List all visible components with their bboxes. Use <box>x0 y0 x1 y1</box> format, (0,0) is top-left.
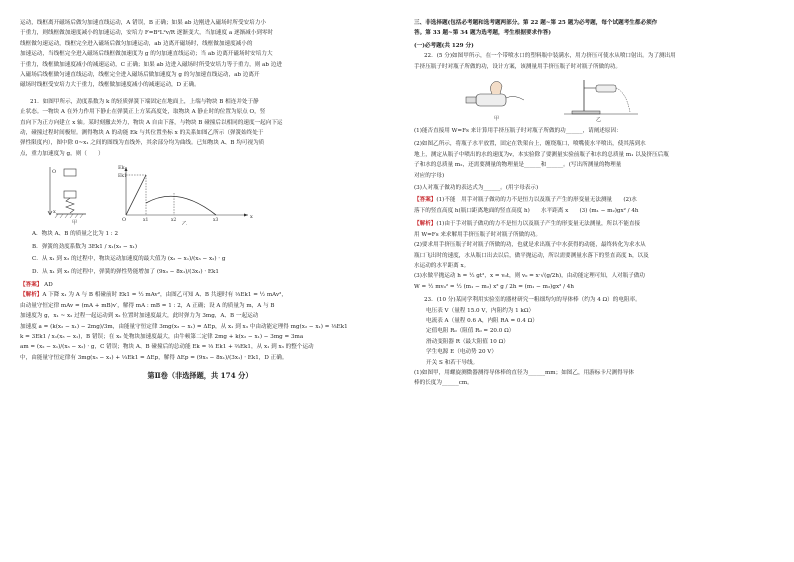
equipment-item: 定值电阻 R₀（阻值 R₀ = 20.0 Ω） <box>426 328 515 335</box>
text-line: 三、非选择题(包括必考题和选考题两部分。第 22 题~第 25 题为必考题，每个试题考生都必须作 <box>414 20 658 26</box>
squeeze-bottle-figure <box>454 76 544 122</box>
text-line: 止状态。一物块 A 在外力作用下静止在弹簧正上方某高度处，取物块 A 静止时的位置为原点 O，竖 <box>20 109 266 116</box>
text-line: (2)如图乙所示，将瓶子水平放置，固定在铁架台上，缠绕瓶口，喷嘴使水平喷出，使其落到水 <box>414 141 646 148</box>
equipment-item: 学生电源 E（电动势 20 V） <box>426 349 497 356</box>
x-axis-label: x <box>53 209 56 216</box>
text-line: 线框做匀速运动，线框完全进入磁场后做匀加速运动，ab 边离开磁场时，线框做加速度减小的 <box>20 40 253 47</box>
text-line: 瓶口飞出时的速度，水从瓶口出去以后，做平抛运动，所以需要测量水落下的竖直高度 h，以及 <box>414 252 649 259</box>
q21-analysis <box>20 290 380 363</box>
text-line: 21．如图甲所示，劲度系数为 k 的轻质弹簧下端固定在地面上，上端与物块 B 相连并处于静 <box>30 98 259 105</box>
text-line: 加速度为 g，x₁ ~ x₂ 过程一起运动到 x₂ 位置时加速度最大，此时弹力为 3mg，A、B 一起运动 <box>20 313 259 320</box>
text-line: k = 3Ek1 / x₁(x₃ − x₁)，B 错误；在 x₂ 处物块加速度最大，由牛顿第二定律 2mg + k(x₂ − x₁) − 3mg = 3ma <box>20 333 304 340</box>
equipment-item: 电压表 V（量程 15.0 V，内阻约为 1 kΩ） <box>426 307 535 314</box>
section-title: 第Ⅱ卷（非选择题，共 174 分） <box>147 371 253 381</box>
part-heading <box>414 18 776 39</box>
text-line: 加速运动，当线框完全进入磁场后线框做加速度为 g 的匀加速直线运动；当 ab 边离开磁场时安培力大 <box>20 51 273 58</box>
ek-axis-label: Ek <box>118 165 125 172</box>
option-b: B．弹簧的劲度系数为 3Ek1 / x₁(x₃ − x₁) <box>32 243 138 250</box>
answer-value: AD <box>44 281 53 288</box>
x-axis-label: x <box>250 214 253 221</box>
figure-caption-yi: 乙 <box>596 117 602 123</box>
text-line: A 下降 x₁ 为 A 与 B 相碰前时 Ek1 = ½ mAv²，由图乙可知 A、B 共速时有 ⅓Ek1 = ½ mAv²， <box>42 292 287 299</box>
right-column <box>414 18 776 389</box>
x1-label: x1 <box>143 218 149 224</box>
text-line: (3)水做平抛运动 h = ½ gt²，x = v₀t，则 v₀ = x·√(g/2h)，由动能定理可知，人对瓶子做功 <box>414 273 646 280</box>
text-line: (1)由于手对瓶子做功的力不是恒力以及瓶子产生的形变量无法测量，所以不能直接 <box>436 221 641 228</box>
text-line: 加速度 a = (k(x₂ − x₁) − 2mg)/3m，由能量守恒定律 3mg(x₃ − x₁) = ΔEp，从 x₁ 到 x₃ 中由动能定理得 mg(x₂ − x₁) = ⅓Ek1 <box>20 323 348 330</box>
analysis-label: 【解析】 <box>414 221 437 228</box>
text-line: 手挤压瓶子时对瓶子所做的功，设计方案，该测量用手挤压瓶子时对瓶子所做的功。 <box>414 63 621 70</box>
answer-label: 【答案】 <box>414 197 437 204</box>
text-line: 中，由能量守恒定律有 3mg(x₃ − x₁) + ⅓Ek1 = ΔEp，解得 ΔEp = (9x₃ − 8x₁)/(3x₁) · Ek1，D 正确。 <box>20 354 288 361</box>
text-line: 棒的长度为______cm。 <box>414 380 473 387</box>
q22-part2 <box>414 139 776 181</box>
question-22 <box>414 51 776 72</box>
ek-x-graph <box>116 163 256 225</box>
figure-caption-yi: 乙 <box>182 221 188 226</box>
ek1-label: Ek1 <box>118 174 127 180</box>
equipment-item: 滑动变阻器 R（最大阻值 10 Ω） <box>426 338 509 345</box>
equipment-item: 电流表 A（量程 0.6 A，内阻 RA = 0.4 Ω） <box>426 317 538 324</box>
left-column <box>20 18 380 390</box>
figure-caption-jia: 甲 <box>494 116 500 123</box>
text-line: 23．(10 分)某同学利用实验室的器材研究一粗细均匀的导体棒（约为 4 Ω）的电阻率。 <box>424 297 641 304</box>
text-line: 动，碰撞过程时间极短。测得物块 A 的动能 Ek 与其位置坐标 x 的关系如图乙所示（弹簧始终处于 <box>20 130 264 137</box>
origin-label: O <box>122 217 127 224</box>
origin-label: O <box>52 169 57 176</box>
analysis-label: 【解析】 <box>20 292 43 299</box>
text-line: 于重力，则线框做加速度减小的加速运动，安培力 F=B²L²v/R 逐渐变大，当加速度 a 逐渐减小到零时 <box>20 30 274 37</box>
text-line: (1)不能 用手对瓶子做功的力不是恒力以及瓶子产生的形变量无法测量 (2)水 <box>436 197 637 204</box>
text-line: 于重力，线框做加速度减小的减速运动，C 正确；如果 ab 边进入磁场时所受安培力等于重力，则 ab 边进 <box>20 61 282 68</box>
text-line: 用 W=Fs 来求解用手挤压瓶子时对瓶子所做的功。 <box>414 231 542 238</box>
option-c: C．从 x₁ 到 x₃ 的过程中，物块运动加速度的最大值为 (x₂ − x₁)/(x₃ − x₂) · g <box>32 256 226 263</box>
q22-figures <box>454 76 776 122</box>
x2-label: x2 <box>171 218 177 224</box>
text-line: (1)如图甲，用螺旋测微器测得导体棒的直径为______mm；如图乙，用游标卡尺测得导体 <box>414 369 634 376</box>
figure-caption-jia: 甲 <box>72 220 78 226</box>
option-d: D．从 x₁ 到 x₃ 的过程中，弹簧的弹性势能增加了 (9x₃ − 8x₁)/(3x₁) · Ek1 <box>32 268 219 275</box>
q21-figures <box>46 163 380 225</box>
text-line: 落下的竖直高度 h(瓶口距离地面的竖直高度 h) 水平距离 x (3) (m₁ − m₂)gx² / 4h <box>414 207 639 214</box>
text-line: 磁场时线框受安培力大于重力，线框做加速度减小的减速运动，D 正确。 <box>20 82 200 89</box>
text-line: am = (x₂ − x₁)/(x₃ − x₂) · g，C 错误；物块 A、B 碰撞后的总动能 Ek = ⅓ Ek1 + ⅔Ek1，从 x₁ 到 x₃ 的整个运动 <box>20 344 314 351</box>
text-line: 水运动的水平距离 x。 <box>414 262 470 269</box>
text-line: 运动，线框离开磁场后做匀加速直线运动，A 错误，B 正确；如果 ab 边刚进入磁场时所受安培力小 <box>20 20 266 26</box>
text-line: W = ½ mv₀² = ½ (m₁ − m₂) x² g / 2h = (m₁ − m₂)gx² / 4h <box>414 283 574 290</box>
x3-label: x3 <box>213 218 219 224</box>
intro-paragraph <box>20 18 380 91</box>
question-23 <box>414 295 776 389</box>
text-line: 子和水的总质量 m₂，还需要测量的物理量是______和______。(写出所测量的物理量 <box>414 162 622 169</box>
text-line: 弹性限度内），图中除 0~x₁ 之间的图线为直线外，其余部分均为曲线。已知物块 A、B 均可视为质 <box>20 140 265 147</box>
stand-bottle-figure <box>554 76 644 122</box>
q22-answer <box>414 195 776 216</box>
text-line: (2)要求用手挤压瓶子时对瓶子所做的功，也就是求出瓶子中水获得的动能，最终转化为求水从 <box>414 242 646 249</box>
text-line: 答。第 33 题~第 34 题为选考题，考生根据要求作答) <box>414 30 551 37</box>
sub-heading: (一)必考题(共 129 分) <box>414 42 474 49</box>
q22-analysis <box>414 219 776 292</box>
spring-block-figure <box>46 163 106 225</box>
text-line: 由动量守恒定律 mAv = (mA + mB)v′，解得 mA : mB = 1 : 2，A 正确；设 A 的质量为 m，A 与 B <box>20 302 275 309</box>
text-line: 入磁场后线框做匀速直线运动，线框完全进入磁场后做加速度为 g 的匀加速直线运动，ab 边离开 <box>20 72 260 79</box>
q22-part1: (1)能否直接用 W=Fs 来计算用手挤压瓶子时对瓶子所做的功______，请阐述原因： <box>414 128 622 135</box>
question-21 <box>20 97 380 159</box>
option-a: A．物块 A、B 的质量之比为 1 : 2 <box>32 231 119 238</box>
answer-label: 【答案】 <box>20 281 43 288</box>
q21-options <box>20 229 380 277</box>
q21-answer <box>20 280 380 290</box>
text-line: 22．(5 分)如图甲所示，在一个带喷水口的塑料瓶中装满水，用力挤压可使水从喷口射出。为了测出用 <box>424 53 676 60</box>
text-line: 点，重力加速度为 g，则（ ） <box>20 150 104 157</box>
text-line: 对应的字母) <box>414 172 445 179</box>
q22-part3: (3)人对瓶子做功的表达式为______。(用字母表示) <box>414 185 539 192</box>
equipment-item: 开关 S 和若干导线。 <box>426 359 479 366</box>
text-line: 地上，测定从瓶子中喷出的水的速度为v，本实验除了要测量实验前瓶子和水的总质量 m₁ 以及挤压后瓶 <box>414 151 669 158</box>
text-line: 直向下为正方向建立 x 轴。某时刻撤去外力，物块 A 自由下落，与物块 B 碰撞后以相同的速度一起向下运 <box>20 119 283 126</box>
